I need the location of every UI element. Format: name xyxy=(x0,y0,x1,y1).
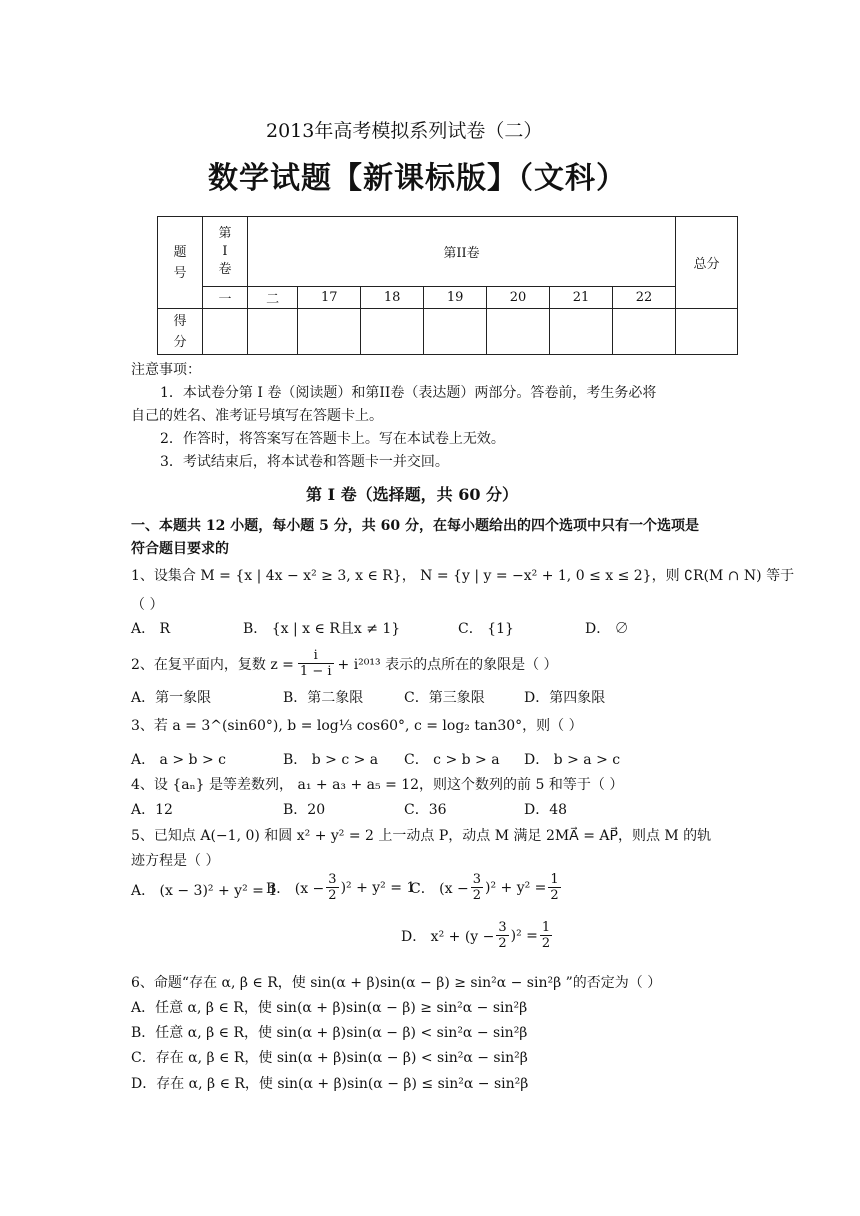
score-cell[interactable] xyxy=(424,309,487,355)
table-header-total: 总分 xyxy=(676,217,738,309)
question-1-paren: （ ） xyxy=(131,597,164,613)
q2-fraction-den: 1 − i xyxy=(299,664,332,679)
question-3: 3、若 a = 3^(sin60°), b = log⅓ cos60°, c = log₂ tan30°，则（ ） xyxy=(131,718,583,734)
q2-text-pre: 2、在复平面内，复数 z = xyxy=(131,656,294,673)
q2-option-c: C．第三象限 xyxy=(404,690,485,706)
note-item-3: 3．考试结束后，将本试卷和答题卡一并交回。 xyxy=(160,454,449,470)
section-instruction: 一、本题共 12 小题，每小题 5 分，共 60 分，在每小题给出的四个选项中只有一个选项是 xyxy=(131,518,699,534)
q2-option-b: B．第二象限 xyxy=(283,690,364,706)
q5c-fraction-rhs xyxy=(548,872,560,903)
q3-option-a: A． a > b > c xyxy=(131,752,226,768)
q5-option-c xyxy=(410,872,561,903)
q5c-frac-num: 3 xyxy=(472,872,481,887)
q5c-frac-den: 2 xyxy=(472,888,481,903)
q5c-fraction xyxy=(471,872,483,903)
q2-option-a: A．第一象限 xyxy=(131,690,212,706)
q6-option-a: A．任意 α, β ∈ R，使 sin(α + β)sin(α − β) ≥ sin²α − sin²β xyxy=(131,1000,528,1016)
q3-option-b: B． b > c > a xyxy=(283,752,379,768)
q5d-fraction xyxy=(496,920,508,951)
q5-option-a: A． (x − 3)² + y² = 1 xyxy=(131,883,278,899)
q1-option-b: B． {x | x ∈ R且x ≠ 1} xyxy=(243,621,401,637)
q5d-post: )² = xyxy=(510,927,538,944)
question-4: 4、设 {aₙ} 是等差数列， a₁ + a₃ + a₅ = 12，则这个数列的前 5 和等于（ ） xyxy=(131,777,624,793)
table-col-label: 19 xyxy=(424,287,487,309)
note-item-2: 2．作答时，将答案写在答题卡上。写在本试卷上无效。 xyxy=(160,431,505,447)
q5d-frac-num: 3 xyxy=(498,920,507,935)
question-2 xyxy=(131,648,558,679)
notes-heading: 注意事项： xyxy=(131,362,201,378)
exam-subject-title: 数学试题【新课标版】（文科） xyxy=(208,161,627,196)
score-table xyxy=(157,216,738,355)
score-cell[interactable] xyxy=(612,309,675,355)
q3-option-d: D． b > a > c xyxy=(524,752,621,768)
q5c-pre: C． (x − xyxy=(410,880,469,897)
table-header-part1: 第 I 卷 xyxy=(203,217,248,287)
q2-fraction xyxy=(298,648,334,679)
q4-option-a: A．12 xyxy=(131,802,173,818)
score-cell[interactable] xyxy=(676,309,738,355)
table-col-label: 一 xyxy=(203,287,248,309)
q5b-fraction xyxy=(326,872,338,903)
q4-option-c: C．36 xyxy=(404,802,447,818)
q5-option-b xyxy=(266,872,415,903)
q1-option-a: A． R xyxy=(131,621,171,637)
note-item-1: 1．本试卷分第 I 卷（阅读题）和第II卷（表达题）两部分。答卷前，考生务必将 xyxy=(160,385,657,401)
table-col-label: 17 xyxy=(298,287,361,309)
q5d-frac-den: 2 xyxy=(498,936,507,951)
q1-option-c: C． {1} xyxy=(458,621,514,637)
score-cell[interactable] xyxy=(298,309,361,355)
score-cell[interactable] xyxy=(361,309,424,355)
q5d-pre: D． x² + (y − xyxy=(401,928,495,945)
table-col-label: 22 xyxy=(612,287,675,309)
q5c-post: )² + y² = xyxy=(484,879,547,896)
q5b-frac-num: 3 xyxy=(328,872,337,887)
q5c-rhs-num: 1 xyxy=(550,872,559,887)
q1-option-d: D． ∅ xyxy=(585,621,629,637)
q5b-frac-den: 2 xyxy=(328,888,337,903)
section-title: 第 I 卷（选择题，共 60 分） xyxy=(306,485,519,504)
q2-option-d: D．第四象限 xyxy=(524,690,606,706)
q4-option-d: D．48 xyxy=(524,802,568,818)
exam-series-title: 2013年高考模拟系列试卷（二） xyxy=(266,120,543,142)
note-item-1-cont: 自己的姓名、准考证号填写在答题卡上。 xyxy=(131,408,383,424)
score-cell[interactable] xyxy=(550,309,613,355)
question-5: 5、已知点 A(−1, 0) 和圆 x² + y² = 2 上一动点 P，动点 M 满足 2MA⃗ = AP⃗，则点 M 的轨 xyxy=(131,828,712,844)
question-6: 6、命题“存在 α, β ∈ R，使 sin(α + β)sin(α − β) ≥ sin²α − sin²β ”的否定为（ ） xyxy=(131,975,662,991)
table-col-label: 20 xyxy=(487,287,550,309)
question-5-cont: 迹方程是（ ） xyxy=(131,853,220,869)
table-header-question-no: 题 号 xyxy=(158,217,203,309)
table-score-label: 得 分 xyxy=(158,309,203,355)
score-cell[interactable] xyxy=(487,309,550,355)
q5-option-d xyxy=(401,920,552,951)
q5b-pre: B． (x − xyxy=(266,880,325,897)
question-1: 1、设集合 M = {x | 4x − x² ≥ 3, x ∈ R}， N = {y | y = −x² + 1, 0 ≤ x ≤ 2}，则 ∁R(M ∩ N) 等于 xyxy=(131,568,795,584)
q2-text-post: + i²⁰¹³ 表示的点所在的象限是（ ） xyxy=(337,656,558,673)
q6-option-c: C．存在 α, β ∈ R，使 sin(α + β)sin(α − β) < sin²α − sin²β xyxy=(131,1050,528,1066)
q5d-fraction-rhs xyxy=(540,920,552,951)
table-col-label: 18 xyxy=(361,287,424,309)
q2-fraction-num: i xyxy=(298,648,334,664)
q5d-rhs-num: 1 xyxy=(541,920,551,935)
score-cell[interactable] xyxy=(203,309,248,355)
q5c-rhs-den: 2 xyxy=(550,888,559,903)
q6-option-d: D．存在 α, β ∈ R，使 sin(α + β)sin(α − β) ≤ sin²α − sin²β xyxy=(131,1076,529,1092)
q5b-post: )² + y² = 1 xyxy=(340,879,416,896)
table-col-label: 21 xyxy=(550,287,613,309)
q3-option-c: C． c > b > a xyxy=(404,752,500,768)
table-col-label: 二 xyxy=(248,287,298,309)
table-header-part2: 第II卷 xyxy=(248,217,676,287)
q6-option-b: B．任意 α, β ∈ R，使 sin(α + β)sin(α − β) < sin²α − sin²β xyxy=(131,1025,528,1041)
q5d-rhs-den: 2 xyxy=(541,936,551,951)
section-instruction-cont: 符合题目要求的 xyxy=(131,541,229,557)
score-cell[interactable] xyxy=(248,309,298,355)
q4-option-b: B．20 xyxy=(283,802,326,818)
